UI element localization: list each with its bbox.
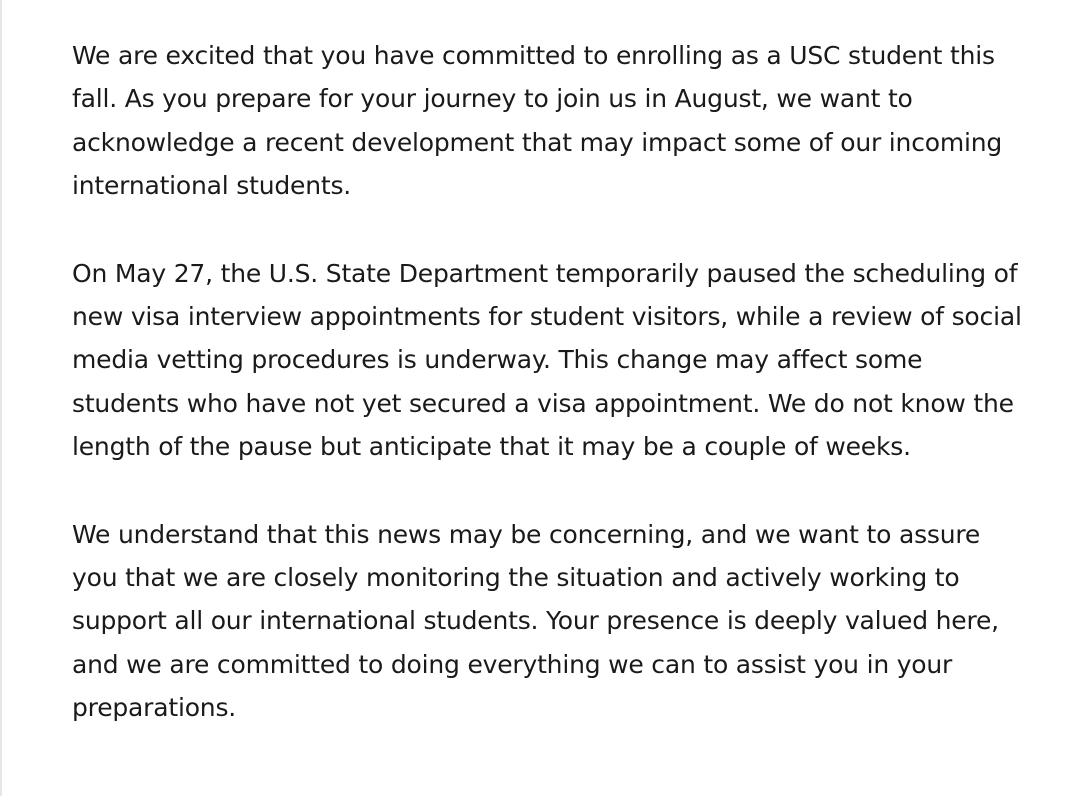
paragraph-visa-pause: On May 27, the U.S. State Department temporarily paused the scheduling of new visa interview appointments for student visitors, while a review of social media vetting procedures is underway. This change may affect some students who have not yet secured a visa appointment. We do not know the length of the pause but anticipate that it may be a couple of weeks.: [72, 258, 1022, 462]
left-border: [0, 0, 2, 796]
email-body: [72, 34, 1032, 730]
paragraph-welcome: We are excited that you have committed to enrolling as a USC student this fall. As you prepare for your journey to join us in August, we want to acknowledge a recent development that may impact some of our incoming international students.: [72, 41, 1003, 201]
paragraph-support: We understand that this news may be concerning, and we want to assure you that we are closely monitoring the situation and actively working to support all our international students. Your presence is deeply valued here, and we are committed to doing everything we can to assist you in your preparations.: [72, 519, 999, 723]
